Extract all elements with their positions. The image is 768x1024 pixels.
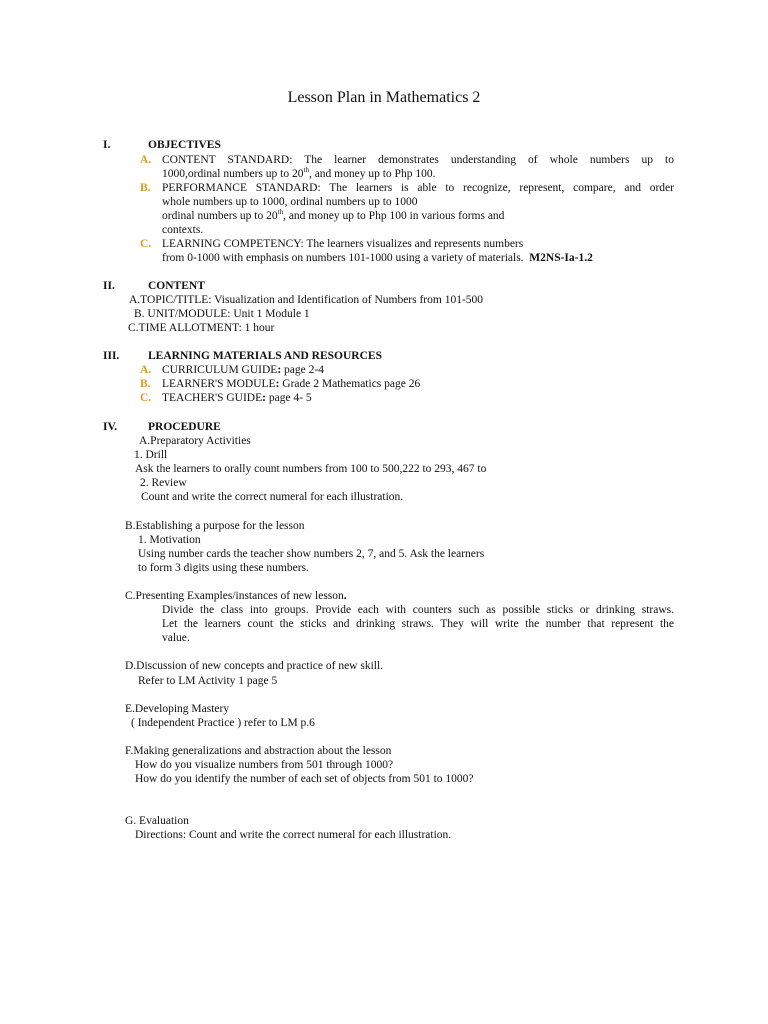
teachers-guide: TEACHER'S GUIDE: page 4- 5 <box>162 392 312 404</box>
page-title: Lesson Plan in Mathematics 2 <box>287 89 481 106</box>
drill-text: Ask the learners to orally count numbers from 100 to 500,222 to 293, 467 to <box>135 463 487 475</box>
curriculum-guide: CURRICULUM GUIDE: page 2-4 <box>162 364 324 376</box>
performance-standard-line4: contexts. <box>162 224 204 236</box>
performance-standard-line2: whole numbers up to 1000, ordinal numbers up to 1000 <box>162 196 418 208</box>
section-numeral-objectives: I. <box>103 139 111 151</box>
section-heading-objectives: OBJECTIVES <box>148 139 221 151</box>
section-numeral-procedure: IV. <box>103 421 118 433</box>
review-text: Count and write the correct numeral for each illustration. <box>141 491 404 503</box>
motivation-text-line2: to form 3 digits using these numbers. <box>138 562 309 574</box>
section-numeral-materials: III. <box>103 350 120 362</box>
discussion-text: Refer to LM Activity 1 page 5 <box>138 675 278 687</box>
materials-letter-c: C. <box>140 392 152 404</box>
section-heading-content: CONTENT <box>148 280 205 292</box>
motivation-label: 1. Motivation <box>138 534 201 546</box>
discussion-heading: D.Discussion of new concepts and practice of new skill. <box>125 660 384 672</box>
section-heading-procedure: PROCEDURE <box>148 421 221 433</box>
materials-letter-a: A. <box>140 364 152 376</box>
evaluation-heading: G. Evaluation <box>125 815 189 827</box>
content-standard-line1: CONTENT STANDARD: The learner demonstrates understanding of whole numbers up to <box>162 154 674 166</box>
motivation-text-line1: Using number cards the teacher show numbers 2, 7, and 5. Ask the learners <box>138 548 485 560</box>
generalization-heading: F.Making generalizations and abstraction about the lesson <box>125 745 392 757</box>
learners-module: LEARNER'S MODULE: Grade 2 Mathematics page 26 <box>162 378 421 390</box>
presenting-examples-heading: C.Presenting Examples/instances of new lesson. <box>125 590 347 602</box>
generalization-question1: How do you visualize numbers from 501 through 1000? <box>135 759 394 771</box>
learning-competency-line1: LEARNING COMPETENCY: The learners visualizes and represents numbers <box>162 238 524 250</box>
presenting-text-line1: Divide the class into groups. Provide each with counters such as possible sticks or drinking straws. <box>162 604 674 616</box>
purpose-heading: B.Establishing a purpose for the lesson <box>125 520 305 532</box>
preparatory-activities-heading: A.Preparatory Activities <box>139 435 251 447</box>
drill-label: 1. Drill <box>134 449 168 461</box>
review-label: 2. Review <box>140 477 187 489</box>
objective-letter-b: B. <box>140 182 151 194</box>
developing-mastery-heading: E.Developing Mastery <box>125 703 230 715</box>
presenting-text-line2: Let the learners count the sticks and drinking straws. They will write the number that represent the <box>162 618 674 630</box>
evaluation-text: Directions: Count and write the correct numeral for each illustration. <box>135 829 452 841</box>
objective-letter-c: C. <box>140 238 152 250</box>
objective-letter-a: A. <box>140 154 152 166</box>
content-standard-line2: 1000,ordinal numbers up to 20th, and money up to Php 100. <box>162 166 436 180</box>
developing-mastery-text: ( Independent Practice ) refer to LM p.6 <box>131 717 315 729</box>
materials-letter-b: B. <box>140 378 151 390</box>
content-time-allotment: C.TIME ALLOTMENT: 1 hour <box>128 322 275 334</box>
performance-standard-line1: PERFORMANCE STANDARD: The learners is able to recognize, represent, compare, and order <box>162 182 674 194</box>
competency-code: M2NS-Ia-1.2 <box>529 252 593 264</box>
learning-competency-line2: from 0-1000 with emphasis on numbers 101-1000 using a variety of materials. M2NS-Ia-1.2 <box>162 252 593 264</box>
section-heading-materials: LEARNING MATERIALS AND RESOURCES <box>148 350 382 362</box>
presenting-text-line3: value. <box>162 632 190 644</box>
performance-standard-line3: ordinal numbers up to 20th, and money up to Php 100 in various forms and <box>162 208 505 222</box>
content-unit-module: B. UNIT/MODULE: Unit 1 Module 1 <box>134 308 310 320</box>
content-topic: A.TOPIC/TITLE: Visualization and Identification of Numbers from 101-500 <box>129 294 484 306</box>
section-numeral-content: II. <box>103 280 115 292</box>
generalization-question2: How do you identify the number of each set of objects from 501 to 1000? <box>135 773 474 785</box>
